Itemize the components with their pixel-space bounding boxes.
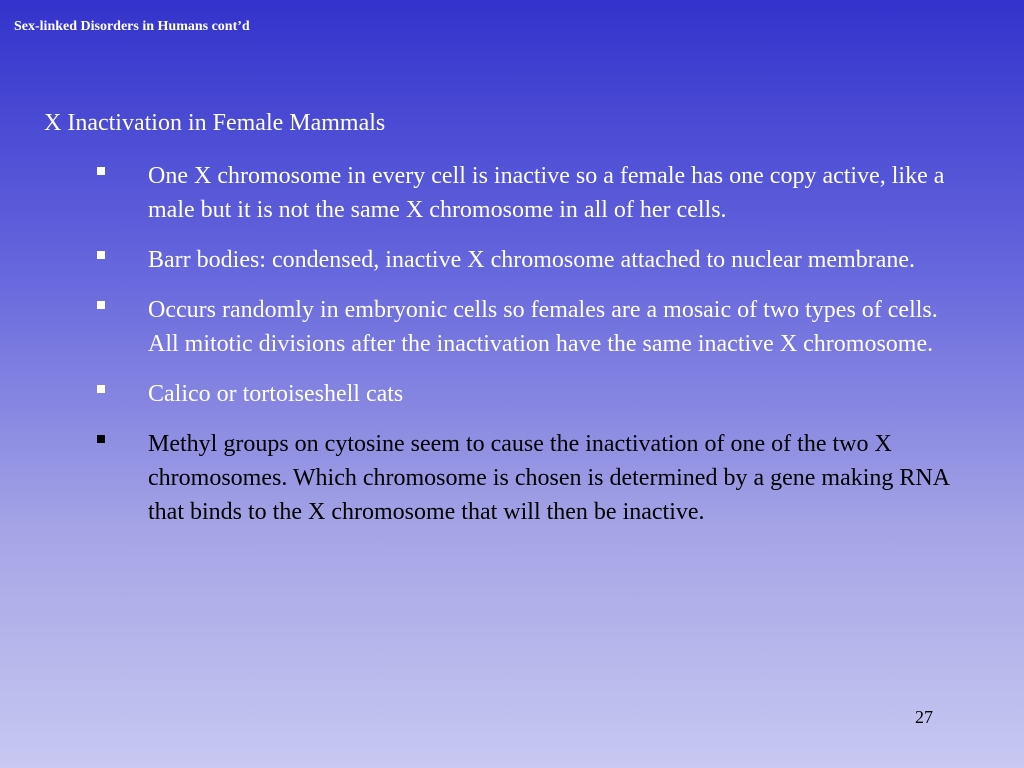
square-bullet-icon <box>97 435 105 443</box>
bullet-item <box>0 243 968 277</box>
square-bullet-icon <box>97 385 105 393</box>
bullet-item <box>0 293 968 361</box>
bullet-item <box>0 427 968 529</box>
bullet-item <box>0 377 968 411</box>
bullet-text: Occurs randomly in embryonic cells so females are a mosaic of two types of cells. All mitotic divisions after the inactivation have the same inactive X chromosome. <box>148 297 938 357</box>
square-bullet-icon <box>97 167 105 175</box>
bullet-list <box>0 159 1024 545</box>
bullet-text: Barr bodies: condensed, inactive X chromosome attached to nuclear membrane. <box>148 247 916 273</box>
bullet-item <box>0 159 968 227</box>
slide-header: Sex-linked Disorders in Humans cont’d <box>14 19 250 34</box>
slide-heading: X Inactivation in Female Mammals <box>44 110 386 136</box>
bullet-text: One X chromosome in every cell is inactive so a female has one copy active, like a male but it is not the same X chromosome in all of her cells. <box>148 163 945 223</box>
square-bullet-icon <box>97 251 105 259</box>
bullet-text: Calico or tortoiseshell cats <box>148 381 404 407</box>
bullet-text: Methyl groups on cytosine seem to cause the inactivation of one of the two X chromosomes. Which chromosome is chosen is determined by a gene making RNA that binds to the X chromosome that will then be inactive. <box>148 431 949 525</box>
page-number: 27 <box>915 707 933 727</box>
square-bullet-icon <box>97 301 105 309</box>
